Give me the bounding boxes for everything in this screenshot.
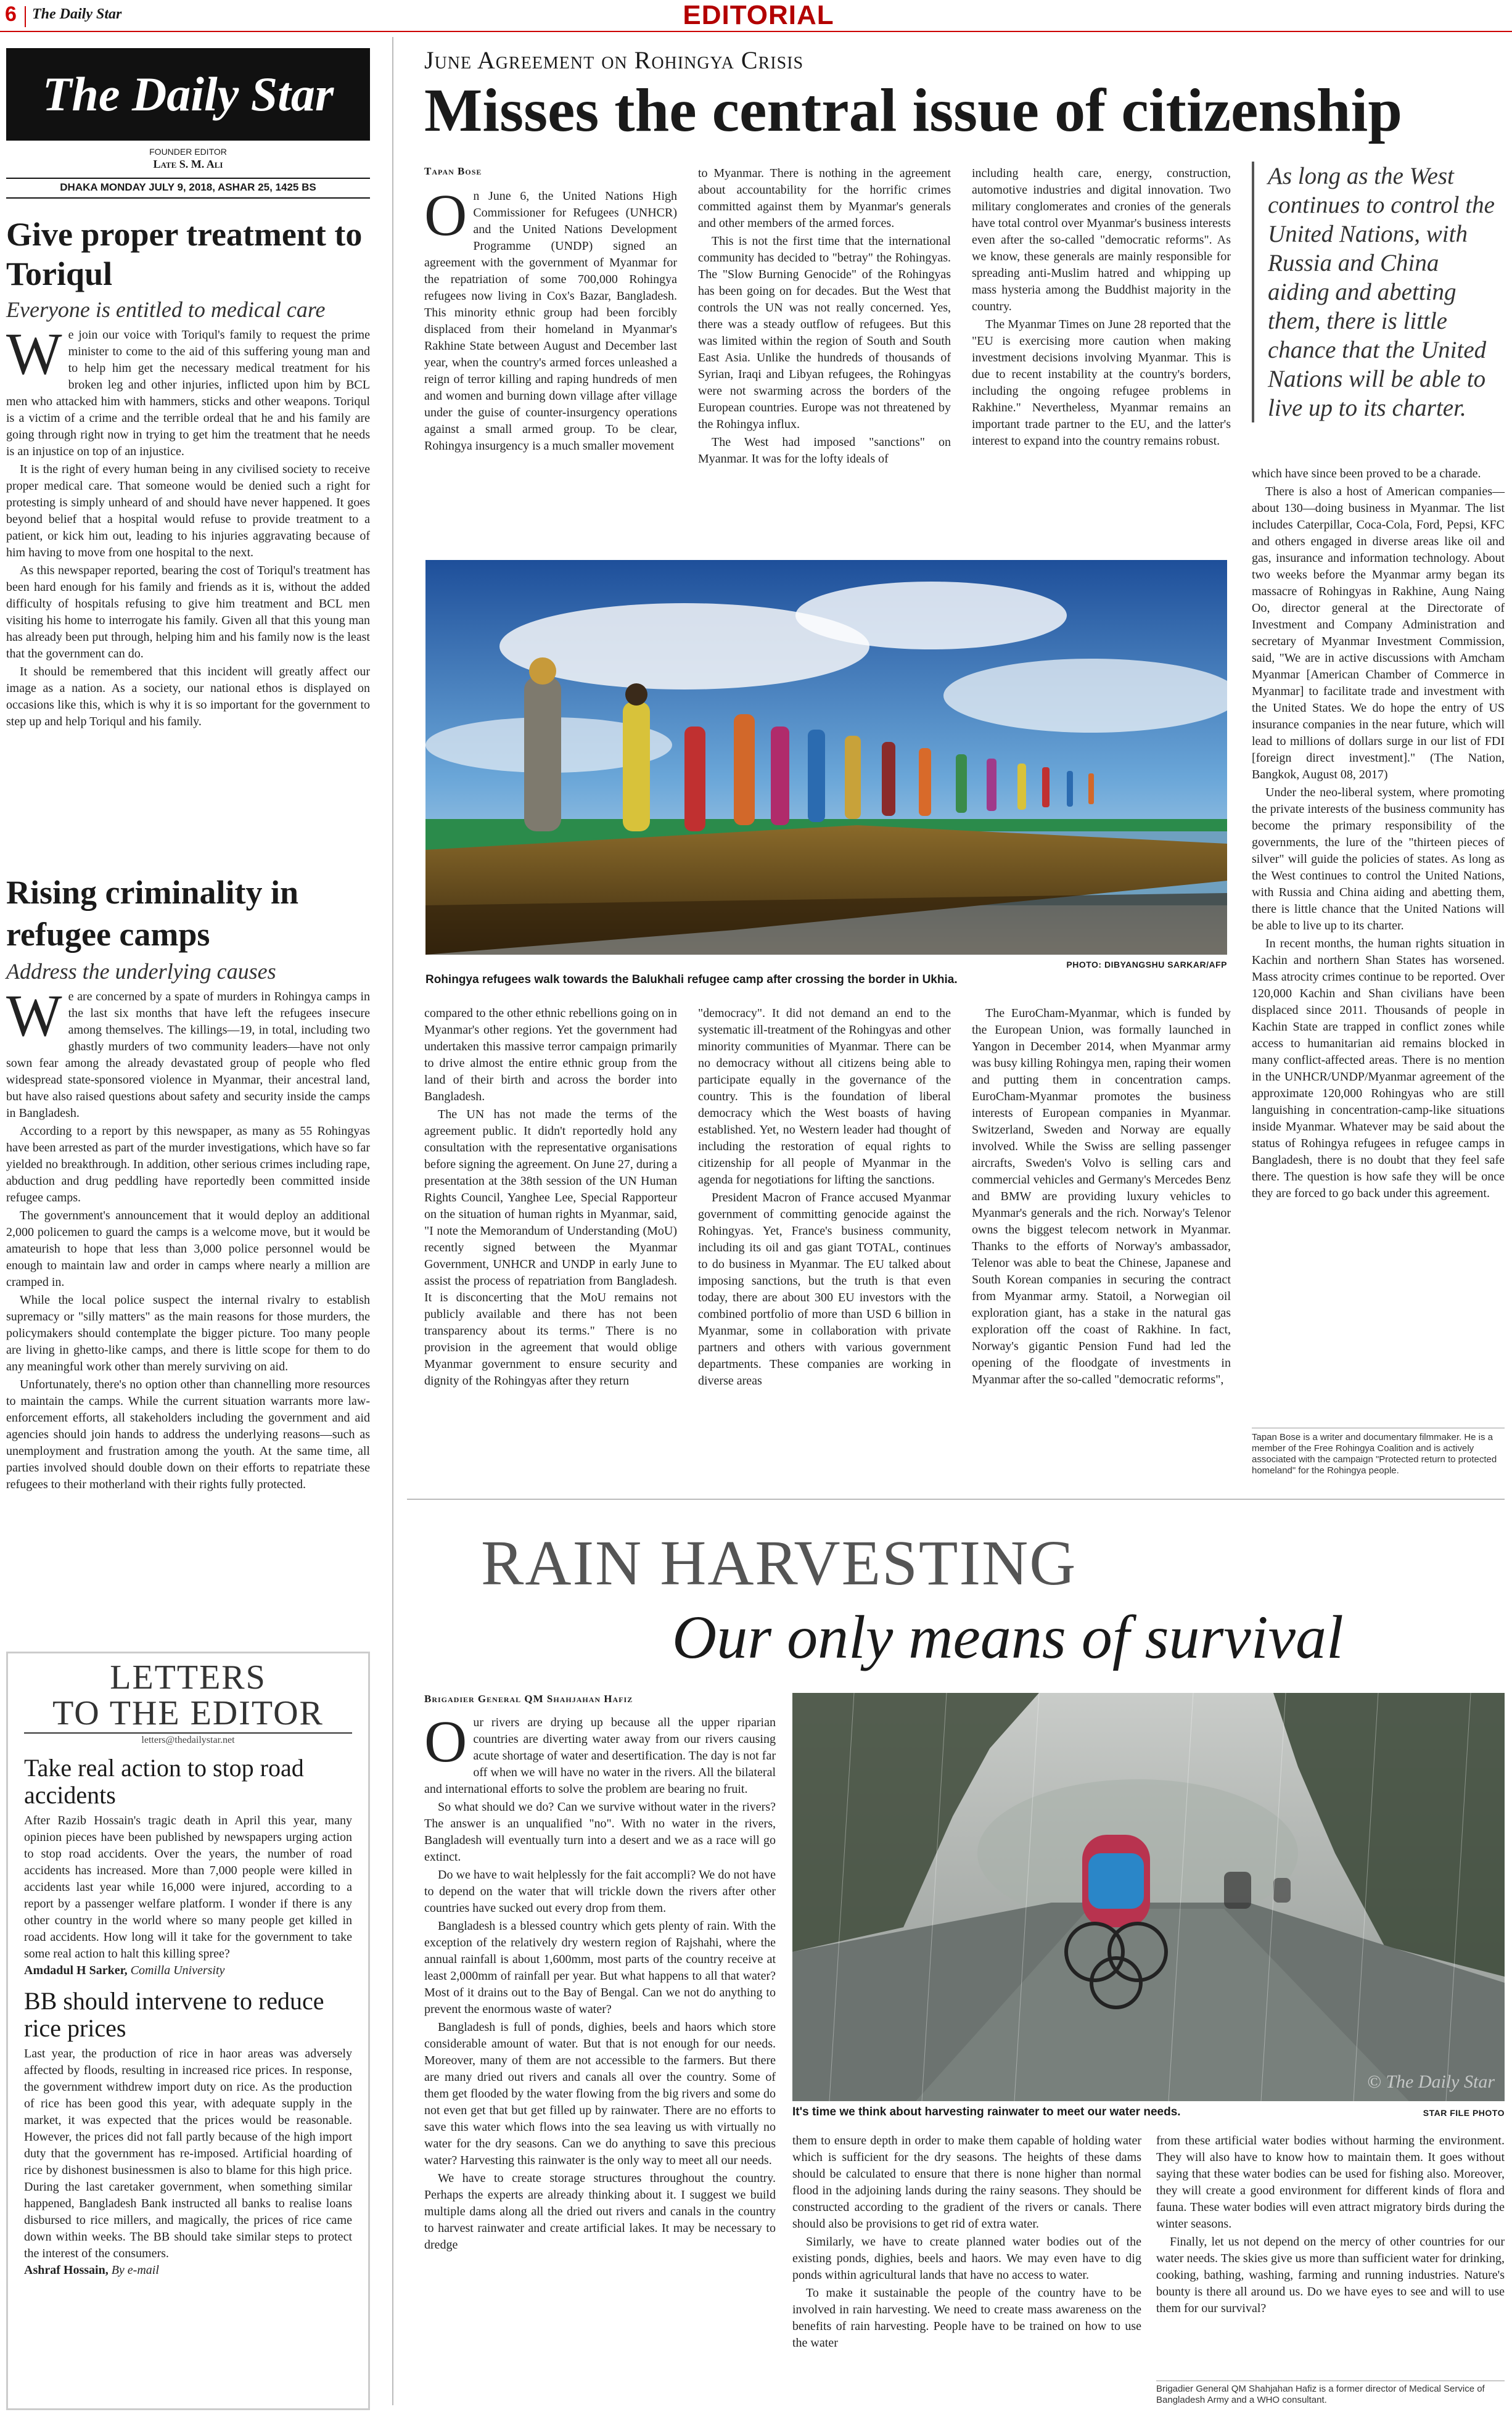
article-2-byline: Brigadier General QM Shahjahan Hafiz [424,1693,633,1705]
paragraph: compared to the other ethnic rebellions going on in Myanmar's other regions. Yet the government had undertaken this massive terror campaign primarily to drive almost the entire ethnic group from the land of their birth and across the border into Bangladesh. [424,1006,677,1103]
page-number: 6 [5,2,17,26]
editorial-2 [6,871,370,1494]
rohingya-photo-caption: Rohingya refugees walk towards the Balukhali refugee camp after crossing the border in Ukhia. [425,973,958,986]
rohingya-photo [425,560,1227,955]
paragraph: So what should we do? Can we survive without water in the rivers? The answer is an unqualified "no". With no water in the rivers, Bangladesh will eventually turn into a desert and we as a race will go extinct. [424,1800,776,1864]
editorial-2-subhead: Address the underlying causes [6,959,276,984]
paragraph: It is the right of every human being in any civilised society to receive proper medical care. That someone would be denied such a right for protesting is simply unheard of and should have never happened. It goes beyond belief that a hospital would refuse to provide treatment to a patient, or kick him out, leading to his injuries aggravating because of him having to move from one hospital to the next. [6,463,370,559]
article-1-col-3 [972,165,1231,451]
header-rule [0,31,1512,32]
paragraph: The EuroCham-Myanmar, which is funded by the European Union, was formally launched in Yangon in December 2014, when Myanmar army was busy killing Rohingya men, raping their women and putting them in concentration camps. EuroCham-Myanmar promotes the business interests of European companies in Myanmar. Switzerland, Sweden and Norway are equally involved. While the Swiss are selling passenger aircrafts, Sweden's Volvo is selling cars and commercial vehicles and Germany's Mercedes Benz and BMW are providing luxury vehicles to Myanmar's generals and the rich. Norway's Telenor owns the biggest telecom network in Myanmar. Thanks to the efforts of Norway's ambassador, Telenor was able to beat the Chinese, Japanese and South Korean companies in securing the contract from Myanmar army. Statoil, a Norwegian oil exploration giant, has a stake in the natural gas exploration off the coast of Rakhine. In fact, Norway's gigantic Pension Fund had led the opening of the floodgate of investments in Myanmar after the so-called "democratic reforms", [972,1006,1231,1386]
paragraph: them to ensure depth in order to make them capable of holding water which is sufficient for the dry seasons. The heights of these dams should be calculated to ensure that there is none higher than normal flood in the adjoining lands during the rainy seasons. They should be constructed according to the gradient of the rivers or canals. There should also be provisions to get rid of extra water. [792,2134,1141,2231]
refugees-walking-image [425,560,1227,955]
paragraph: According to a report by this newspaper, as many as 55 Rohingyas have been arrested as part of the murder investigations, which have so far yielded no breakthrough. In addition, other serious crimes including rape, abduction and drug peddling have reportedly been committed inside refugee camps. [6,1124,370,1204]
letter-body: After Razib Hossain's tragic death in April this year, many opinion pieces have been published by newspapers urging action to stop road accidents. Over the years, the number of road accidents has increased. More than 7,000 people were killed in accidents last year while 16,000 were injured, according to a report by a passenger welfare platform. I wonder if there is any other country in the world where so many people get killed in road accidents. How long will it take for the government to take some real action to halt this killing spree? [24,1814,352,1961]
rohingya-photo-credit: PHOTO: DIBYANGSHU SARKAR/AFP [1066,960,1227,969]
article-1-kicker: June Agreement on Rohingya Crisis [424,46,804,74]
paragraph: The West had imposed "sanctions" on Myanmar. It was for the lofty ideals of [698,435,951,466]
editorial-2-body [6,982,370,1493]
article-1-col-4 [1252,466,1505,1203]
article-1-byline: Tapan Bose [424,165,482,177]
letter-affiliation: Comilla University [130,1964,225,1977]
paragraph: from these artificial water bodies without harming the environment. They will also have to know how to maintain them. It goes without saying that these water bodies can be used for fishing also. Moreover, they will create a good environment for different kinds of flora and fauna. These water bodies will even attract migratory birds during the winter seasons. [1156,2134,1505,2231]
rain-photo-credit: STAR FILE PHOTO [1423,2108,1505,2118]
paragraph: As this newspaper reported, bearing the cost of Toriqul's treatment has been hard enough for his family and friends as it is, without the added difficulty of hospitals refusing to give him treatment and BCL men visiting his home to interrogate his family. Given all that this young man has already been put through, helping him and his family now is the least that the government can do. [6,564,370,661]
paragraph: We join our voice with Toriqul's family to request the prime minister to come to the aid of this suffering young man and to help him get the necessary medical treatment for his broken leg and other injuries, inflicted upon him by BCL men who attacked him with hammers, sticks and other weapons. Toriqul is a victim of a crime and the terrible ordeal that he and his family are going through right now in trying to get him the treatment that he needs is an injustice on top of an injustice. [6,321,370,458]
letters-title-1: LETTERS [110,1658,266,1697]
paragraph: The Myanmar Times on June 28 reported that the "EU is exercising more caution when making investment decisions involving Myanmar. This is due to recent instability at the country's borders, including the ongoing refugee problems in Rakhine." Nevertheless, Myanmar remains an important trade partner to the EU, and the latter's interest to expand into the country remains robust. [972,318,1231,448]
article-2-kicker: RAIN HARVESTING [481,1528,1077,1599]
paragraph: Under the neo-liberal system, where promoting the private interests of the business community has become the primary responsibility of the governments, the lure of the "thirteen pieces of silver" will guide the policies of states. As long as the West continues to control the United Nations, with Russia and China aiding and abetting them, there is little chance that the United Nations will be able to live up to its charter. [1252,786,1505,932]
paragraph: Finally, let us not depend on the mercy of other countries for our water needs. The skies give us more than sufficient water for drinking, cooking, bathing, washing, farming and running industries. Nature's bounty is there all around us. Do we have eyes to see and will to use them for our survival? [1156,2235,1505,2315]
article-2-col-3 [1156,2133,1505,2318]
rain-photo-caption: It's time we think about harvesting rainwater to meet our water needs. [792,2105,1181,2118]
letter-affiliation: By e-mail [111,2263,159,2277]
letters-rule [24,1732,352,1734]
letter-headline: Take real action to stop road accidents [24,1754,304,1809]
article-2-headline: Our only means of survival [672,1603,1344,1671]
paragraph: which have since been proved to be a charade. [1252,467,1481,480]
article-2-bio: Brigadier General QM Shahjahan Hafiz is a former director of Medical Service of Bangladesh Army and a WHO consultant. [1156,2381,1505,2406]
article-1-col-6 [698,1005,951,1391]
letter-author: Amdadul H Sarker, [24,1964,128,1977]
letter-body: Last year, the production of rice in haor areas was adversely affected by floods, resulting in increased rice prices. In response, the government withdrew import duty on rice. As the production of rice has been good this year, with adequate supply in the market, it was expected that the prices would be reasonable. However, the prices did not fall partly because of the high import duty that the government has re-imposed. Artificial hoarding of rice by dishonest businessmen is also to blame for this high price. During the last caretaker government, when something similar happened, Bangladesh Bank instructed all banks to realise loans disbursed to rice millers, and magically, the prices of rice came down within weeks. The BB should take similar steps to protect the interest of the consumers. [24,2047,352,2260]
article-1-col-5 [424,1005,677,1391]
letter-item [24,1988,352,2279]
paragraph: including health care, energy, construction, automotive industries and digital innovation. Two military conglomerates and cronies of the generals have total control over Myanmar's business interests even after the so-called "democratic reforms". As we know, these generals are mainly responsible for spreading anti-Muslim hatred and whipping up mass hysteria among the Buddhist majority in the country. [972,167,1231,313]
paragraph: To make it sustainable the people of the country have to be involved in rain harvesting. We need to create mass awareness on the benefits of rain harvesting. People have to be trained on how to use the water [792,2286,1141,2350]
article-1-bio: Tapan Bose is a writer and documentary filmmaker. He is a member of the Free Rohingya Coalition and is actively associated with the campaign "Protected return to protected homeland" for the Rohingya people. [1252,1428,1505,1476]
rain-photo [792,1693,1505,2101]
paragraph: The UN has not made the terms of the agreement public. It didn't reportedly hold any consultation with the representative organisations before signing the agreement. On June 27, during a presentation at the 38th session of the UN Human Rights Council, Yanghee Lee, Special Rapporteur on the situation of human rights in Myanmar, said, "I note the Memorandum of Understanding (MoU) recently signed between the Myanmar Government, UNHCR and UNDP in early June to assist the process of repatriation from Bangladesh. It is disconcerting that the MoU remains not publicly available and there has not been transparency about its terms." There is no provision in the agreement that would oblige Myanmar government to ensure security and dignity of the Rohingyas after they return [424,1108,677,1388]
pull-quote-text: As long as the West continues to control the United Nations, with Russia and China aiding and abetting them, there is little chance that the United Nations will be able to live up to its charter. [1268,163,1495,421]
dateline: DHAKA MONDAY JULY 9, 2018, ASHAR 25, 1425 BS [60,181,316,193]
paragraph: On June 6, the United Nations High Commissioner for Refugees (UNHCR) and the United Nations Development Programme (UNDP) signed an agreement with the government of Myanmar for the repatriation of some 700,000 Rohingya refugees now living in Cox's Bazar, Bangladesh. This minority ethnic group had been forcibly displaced from their homeland in Myanmar's Rakhine State between August and December last year, when the country's armed forces unleashed a reign of terror killing and raping hundreds of men and women and burning down village after village under the guise of counter-insurgency operations against a small armed group. To be clear, Rohingya insurgency is a much smaller movement [424,182,677,453]
article-1-col-2 [698,165,951,469]
articles-divider [407,1499,1505,1500]
letter-author: Ashraf Hossain, [24,2263,109,2277]
editorial-1-headline: Give proper treatment to Toriqul [6,216,363,292]
section-label: EDITORIAL [683,0,834,30]
header-rule-small [25,6,26,27]
paragraph: to Myanmar. There is nothing in the agreement about accountability for the horrific crimes committed against them by Myanmar's generals and other members of the armed forces. [698,167,951,230]
page-header [0,0,1512,32]
rickshaw-in-rain-image [792,1693,1505,2101]
letter-signature [24,2262,352,2279]
article-2-col-2 [792,2133,1141,2353]
letter-item [24,1755,352,1979]
masthead-logo [6,48,370,141]
paragraph: President Macron of France accused Myanmar government of committing genocide against the Rohingyas. Yet, France's business community, including its oil and gas giant TOTAL, continues to do business in Myanmar. The EU talked about imposing sanctions, but the truth is that even today, there are about 300 EU investors with the combined portfolio of more than USD 6 billion in Myanmar, some in collaboration with private partners and others with various government departments. These companies are working in diverse areas [698,1191,951,1388]
article-1-col-7 [972,1005,1231,1389]
article-1-col-1 [424,182,677,456]
sidebar-divider [392,37,393,2405]
letters-title-2: TO THE EDITOR [52,1694,324,1732]
editorial-1-body [6,321,370,730]
founder-label: FOUNDER EDITOR [149,147,227,157]
paragraph: Similarly, we have to create planned water bodies out of the existing ponds, dighies, beels and haors. We may even have to dig ponds within agricultural lands that have no access to water. [792,2235,1141,2282]
paragraph: Our rivers are drying up because all the upper riparian countries are diverting water away from our rivers causing acute shortage of water and desertification. The day is not far off when we will have no water in the rivers. All the bilateral and international efforts to solve the problem are bearing no fruit. [424,1708,776,1796]
paragraph: There is also a host of American companies—about 130—doing business in Myanmar. The list includes Caterpillar, Coca-Cola, Ford, Pepsi, KFC and others engaged in diverse areas like oil and gas, insurance and information technology. About two weeks before the Myanmar army began its massacre of Rohingyas in Rakhine, Aung Naing Oo, director general at the Directorate of Investment and Company Administration and secretary of Myanmar Investment Commission, said, "We are in active discussions with Amcham Myanmar [American Chamber of Commerce in Myanmar] to facilitate trade and investment with the United States. We do hope the entry of US insurance companies in the near future, which will lead to millions of dollars surge in our list of FDI [foreign direct investment]." (The Nation, Bangkok, August 08, 2017) [1252,485,1505,781]
letters-email[interactable]: letters@thedailystar.net [141,1735,235,1745]
letter-headline: BB should intervene to reduce rice prices [24,1987,324,2042]
photo-watermark: © The Daily Star [1367,2072,1495,2092]
masthead-small: The Daily Star [32,6,122,22]
article-2-col-1 [424,1708,776,2255]
paragraph: It should be remembered that this incident will greatly affect our image as a nation. As a society, our national ethos is displayed on occasions like this, which is why it is so important for the government to step up and help Toriqul and his family. [6,665,370,728]
paragraph: We are concerned by a spate of murders in Rohingya camps in the last six months that have left the refugees insecure among themselves. The killings—19, in total, including two ghastly murders of two community leaders—have not only sown fear among the already devastated group of people who fled widespread state-sponsored violence in Myanmar, their ancestral land, but have also raised questions about safety and security inside the camps in Bangladesh. [6,982,370,1120]
pull-quote [1252,162,1505,422]
paragraph: In recent months, the human rights situation in Kachin and northern Shan States has worsened. Mass atrocity crimes continue to be reported. Over 120,000 Kachin and Shan civilians have been displaced since 2011. Thousands of people in Kachin State are trapped in conflict zones while access to humanitarian aid remains blocked in many conflict-affected areas. There is no mention in the UNHCR/UNDP/Myanmar agreement of the approximate 120,000 Rohingyas who are still languishing in concentration-camp-like situations inside Myanmar. Whatever may be said about the status of Rohingya refugees in refugee camps in Bangladesh, there is no doubt that they feel safe there. The question is how safe they will be once they are forced to go back under this agreement. [1252,937,1505,1200]
editorial-2-headline: Rising criminality in refugee camps [6,874,299,953]
paragraph: Bangladesh is a blessed country which gets plenty of rain. With the exception of the relatively dry western region of Rajshahi, where the annual rainfall is about 1,600mm, most parts of the country receive at least 2,000mm of rainfall per year. But what happens to all that water? Most of it drains out to the Bay of Bengal. Can we not do anything to prevent the enormous waste of water? [424,1919,776,2016]
editorial-1 [6,215,370,731]
editorial-1-subhead: Everyone is entitled to medical care [6,297,326,322]
paragraph: While the local police suspect the internal rivalry to establish supremacy or "silly matters" as the main reasons for those murders, the policymakers should contemplate the bigger picture. Too many people are living in ghetto-like camps, and there is little scope for them to do any meaningful work other than merely surviving on aid. [6,1293,370,1373]
letters-box [6,1652,370,2410]
sidebar [6,48,370,2404]
paragraph: "democracy". It did not demand an end to the systematic ill-treatment of the Rohingyas and other minority communities of Myanmar. There can be no democracy without all citizens being able to participate equally in the governance of the country. This is the foundation of liberal democracy which the West boasts of having established. Yet, no Western leader had thought of including the restoration of equal rights to citizenship for all people of Myanmar in the agenda for negotiations for lifting the sanctions. [698,1006,951,1187]
paragraph: Bangladesh is full of ponds, dighies, beels and haors which store considerable amount of water. But that is not enough for our needs. Moreover, many of them are not accessible to the farmers. But there are many dried out rivers and canals all over the country. Some of them get flooded by the water flowing from the big rivers and some do not even get that but get filled up by rainwater. There are no efforts to save this water which flows into the sea leaving us with virtually no water for the dry seasons. Can we do anything to save this precious water? Harvesting this rainwater is the only way to meet all our needs. [424,2020,776,2167]
letter-signature [24,1962,352,1979]
paragraph: Do we have to wait helplessly for the fait accompli? We do not have to depend on the water that will trickle down the rivers after other countries have sucked out every drop from them. [424,1868,776,1915]
article-1-headline: Misses the central issue of citizenship [424,76,1402,144]
paragraph: The government's announcement that it would deploy an additional 2,000 policemen to guard the camps is a welcome move, but it would be amateurish to hope that less than 3,000 police personnel would be enough to maintain law and order in camps where nearly a million are cramped in. [6,1209,370,1289]
paragraph: We have to create storage structures throughout the country. Perhaps the experts are already thinking about it. I suggest we build multiple dams along all the dried out rivers and canals in the country to harvest rainwater and create artificial lakes. It may be necessary to dredge [424,2171,776,2252]
paragraph: This is not the first time that the international community has decided to "betray" the Rohingyas. The "Slow Burning Genocide" of the Rohingyas has been going on for decades. But the West that controls the UN was not really concerned. Yes, there was a steady outflow of refugees. But this was limited within the region of South and South East Asia. Unlike the hundreds of thousands of Syrian, Iraqi and Libyan refugees, the Rohingyas were not swarming across the borders of the European countries. Europe was not threatened by the Rohingya influx. [698,234,951,431]
founder-name: Late S. M. Ali [153,158,223,170]
logo-text: The Daily Star [42,67,334,121]
paragraph: Unfortunately, there's no option other than channelling more resources to maintain the camps. While the current situation warrants more law-enforcement efforts, all stakeholders including the government and aid agencies should join hands to address the underlying reasons—such as unemployment and frustration among the youth. At the same time, all parties involved should double down on their efforts to repatriate these refugees to their motherland with their rights fully protected. [6,1378,370,1491]
